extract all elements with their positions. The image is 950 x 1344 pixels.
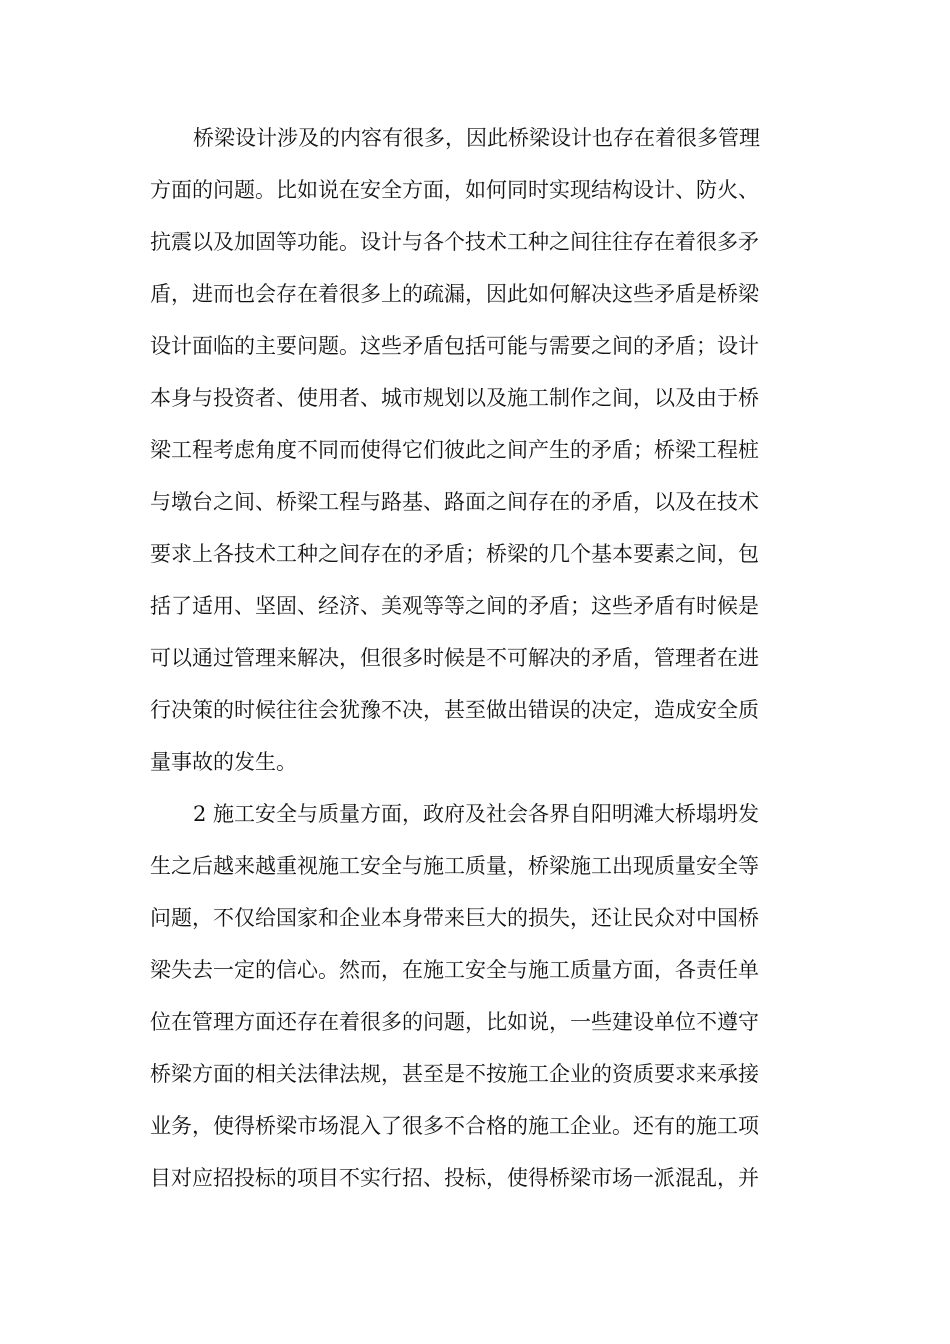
text-line: 桥梁设计涉及的内容有很多，因此桥梁设计也存在着很多管理: [193, 126, 760, 150]
text-line: 生之后越来越重视施工安全与施工质量，桥梁施工出现质量安全等: [150, 854, 759, 878]
text-line: 桥梁方面的相关法律法规，甚至是不按施工企业的资质要求来承接: [150, 1062, 759, 1086]
text-line: 位在管理方面还存在着很多的问题，比如说，一些建设单位不遵守: [150, 1010, 759, 1034]
text-line: 设计面临的主要问题。这些矛盾包括可能与需要之间的矛盾；设计: [150, 334, 759, 358]
text-line: 行决策的时候往往会犹豫不决，甚至做出错误的决定，造成安全质: [150, 698, 759, 722]
text-line: 梁失去一定的信心。然而，在施工安全与施工质量方面，各责任单: [150, 958, 759, 982]
text-line: 盾，进而也会存在着很多上的疏漏，因此如何解决这些矛盾是桥梁: [150, 282, 759, 306]
text-line: 要求上各技术工种之间存在的矛盾；桥梁的几个基本要素之间，包: [150, 542, 759, 566]
text-line: 业务，使得桥梁市场混入了很多不合格的施工企业。还有的施工项: [150, 1114, 759, 1138]
text-line: 抗震以及加固等功能。设计与各个技术工种之间往往存在着很多矛: [150, 230, 759, 254]
text-line: 梁工程考虑角度不同而使得它们彼此之间产生的矛盾；桥梁工程桩: [150, 438, 759, 462]
text-line: 可以通过管理来解决，但很多时候是不可解决的矛盾，管理者在进: [150, 646, 759, 670]
paragraph-2: [150, 788, 800, 1204]
paragraph-1: [150, 112, 800, 788]
text-line: 与墩台之间、桥梁工程与路基、路面之间存在的矛盾，以及在技术: [150, 490, 759, 514]
text-line: 本身与投资者、使用者、城市规划以及施工制作之间，以及由于桥: [150, 386, 759, 410]
text-line: 2 施工安全与质量方面，政府及社会各界自阳明滩大桥塌坍发: [193, 802, 760, 826]
text-line: 方面的问题。比如说在安全方面，如何同时实现结构设计、防火、: [150, 178, 759, 202]
text-line: 量事故的发生。: [150, 750, 297, 774]
text-line: 目对应招投标的项目不实行招、投标，使得桥梁市场一派混乱，并: [150, 1166, 759, 1190]
text-line: 问题，不仅给国家和企业本身带来巨大的损失，还让民众对中国桥: [150, 906, 759, 930]
text-line: 括了适用、坚固、经济、美观等等之间的矛盾；这些矛盾有时候是: [150, 594, 759, 618]
body-text: [150, 112, 800, 1204]
